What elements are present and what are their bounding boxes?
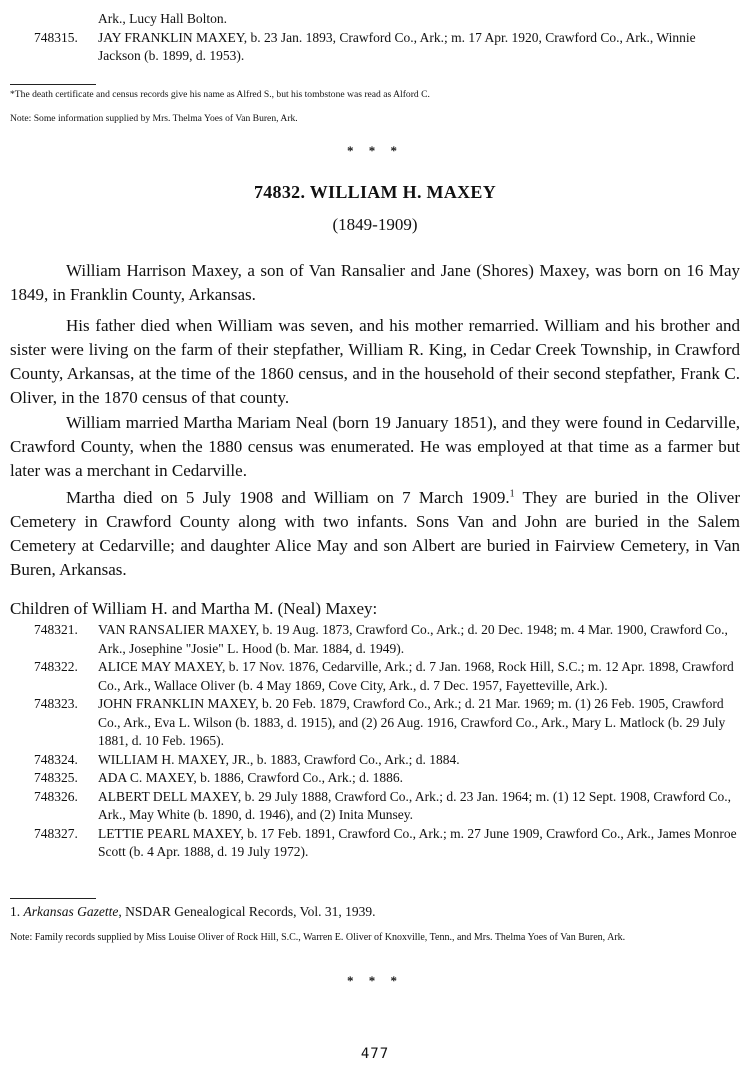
footnote-marker: 1: [509, 488, 515, 500]
child-entry: [34, 29, 740, 66]
section-separator: * * *: [347, 143, 403, 158]
child-text: LETTIE PEARL MAXEY, b. 17 Feb. 1891, Crawford Co., Ark.; m. 27 June 1909, Crawford Co., Ark., James Monroe Scott (b. 4 Apr. 1888, d. 19 July 1972).: [98, 825, 737, 859]
previous-entry-continuation: [34, 10, 740, 66]
child-entry: [34, 695, 740, 751]
child-text: JOHN FRANKLIN MAXEY, b. 20 Feb. 1879, Crawford Co., Ark.; d. 21 Mar. 1969; m. (1) 26 Feb. 1905, Crawford Co., Ark., Eva L. Wilson (b. 1883, d. 1915), and (2) 26 Aug. 1916, Crawford Co., Ark., Mary L. Matlock (b. 29 July 1881, d. 10 Feb. 1965).: [98, 696, 726, 748]
paragraph-text: [10, 486, 740, 582]
children-list: [34, 621, 740, 862]
child-number: 748323.: [34, 696, 78, 711]
footnote-number: 1.: [10, 904, 21, 919]
footnote-source-rest: , NSDAR Genealogical Records, Vol. 31, 1939.: [118, 904, 376, 919]
paragraph-3: [10, 411, 740, 483]
child-number: 748327.: [34, 825, 78, 841]
child-text: JAY FRANKLIN MAXEY, b. 23 Jan. 1893, Crawford Co., Ark.; m. 17 Apr. 1920, Crawford Co., Ark., Winnie Jackson (b. 1899, d. 1953).: [98, 29, 696, 63]
footnote-source-title: Arkansas Gazette: [23, 904, 119, 919]
paragraph-text-end: They are buried in the Oliver Cemetery in Crawford County along with two infants. Sons Van and John are buried in the Salem Cemetery at Cedarville; and daughter Alice May and son Albert are buried in Fairview Cemetery, in Van Buren, Arkansas.: [10, 488, 740, 579]
child-number: 748326.: [34, 788, 78, 804]
child-number: 748321.: [34, 622, 78, 637]
child-text: WILLIAM H. MAXEY, JR., b. 1883, Crawford Co., Ark.; d. 1884.: [98, 751, 460, 767]
child-entry: [34, 751, 740, 770]
child-text: ALICE MAY MAXEY, b. 17 Nov. 1876, Cedarville, Ark.; d. 7 Jan. 1968, Rock Hill, S.C.; m. 12 Apr. 1898, Crawford Co., Ark., Wallace Oliver (b. 4 May 1869, Cove City, Ark., d. 7 Dec. 1957, Fayetteville, Ark.).: [98, 659, 734, 693]
child-entry: [34, 658, 740, 695]
page-number: 477: [360, 1046, 390, 1062]
source-note-top: Note: Some information supplied by Mrs. Thelma Yoes of Van Buren, Ark.: [10, 113, 298, 124]
paragraph-4: [10, 486, 740, 582]
child-entry: [34, 788, 740, 825]
paragraph-2: [10, 314, 740, 410]
child-text: VAN RANSALIER MAXEY, b. 19 Aug. 1873, Crawford Co., Ark.; d. 20 Dec. 1948; m. 4 Mar. 1900, Crawford Co., Ark., Josephine "Josie" L. Hood (b. Mar. 1884, d. 1949).: [98, 622, 728, 656]
continuation-line: Ark., Lucy Hall Bolton.: [98, 11, 227, 26]
child-number: 748315.: [34, 29, 78, 45]
section-separator: * * *: [347, 973, 403, 988]
footnote-star: *The death certificate and census records give his name as Alfred S., but his tombstone was read as Alford C.: [10, 89, 430, 100]
source-note: Note: Family records supplied by Miss Louise Oliver of Rock Hill, S.C., Warren E. Oliver of Knoxville, Tenn., and Mrs. Thelma Yoes of Van Buren, Ark.: [10, 932, 626, 943]
child-text: ADA C. MAXEY, b. 1886, Crawford Co., Ark.; d. 1886.: [98, 770, 404, 785]
footnote-divider: [10, 84, 96, 85]
footnote-1: [10, 903, 375, 921]
footnote-divider: [10, 898, 96, 899]
child-text: ALBERT DELL MAXEY, b. 29 July 1888, Crawford Co., Ark.; d. 23 Jan. 1964; m. (1) 12 Sept. 1908, Crawford Co., Ark., May White (b. 1890, d. 1946), and (2) Inita Munsey.: [98, 788, 732, 822]
paragraph-1: [10, 259, 740, 307]
paragraph-text: William Harrison Maxey, a son of Van Ransalier and Jane (Shores) Maxey, was born on 16 May 1849, in Franklin County, Arkansas.: [10, 261, 740, 304]
paragraph-text: William married Martha Mariam Neal (born 19 January 1851), and they were found in Cedarville, Crawford County, when the 1880 census was enumerated. He was employed at that time as a farmer but later was a merchant in Cedarville.: [10, 413, 740, 480]
child-number: 748322.: [34, 659, 78, 674]
child-number: 748325.: [34, 770, 78, 785]
paragraph-text: His father died when William was seven, and his mother remarried. William and his brother and sister were living on the farm of their stepfather, William R. King, in Cedar Creek Township, in Crawford County, Arkansas, at the time of the 1860 census, and in the household of their second stepfather, Frank C. Oliver, in the 1870 census of that county.: [10, 316, 740, 407]
section-dates: (1849-1909): [332, 215, 418, 234]
children-heading: Children of William H. and Martha M. (Neal) Maxey:: [10, 599, 378, 618]
child-entry: [34, 825, 740, 862]
section-title: 74832. WILLIAM H. MAXEY: [253, 182, 497, 202]
child-entry: [34, 621, 740, 658]
paragraph-text-start: Martha died on 5 July 1908 and William on 7 March 1909.: [66, 488, 510, 507]
child-number: 748324.: [34, 751, 78, 767]
child-entry: [34, 769, 740, 788]
